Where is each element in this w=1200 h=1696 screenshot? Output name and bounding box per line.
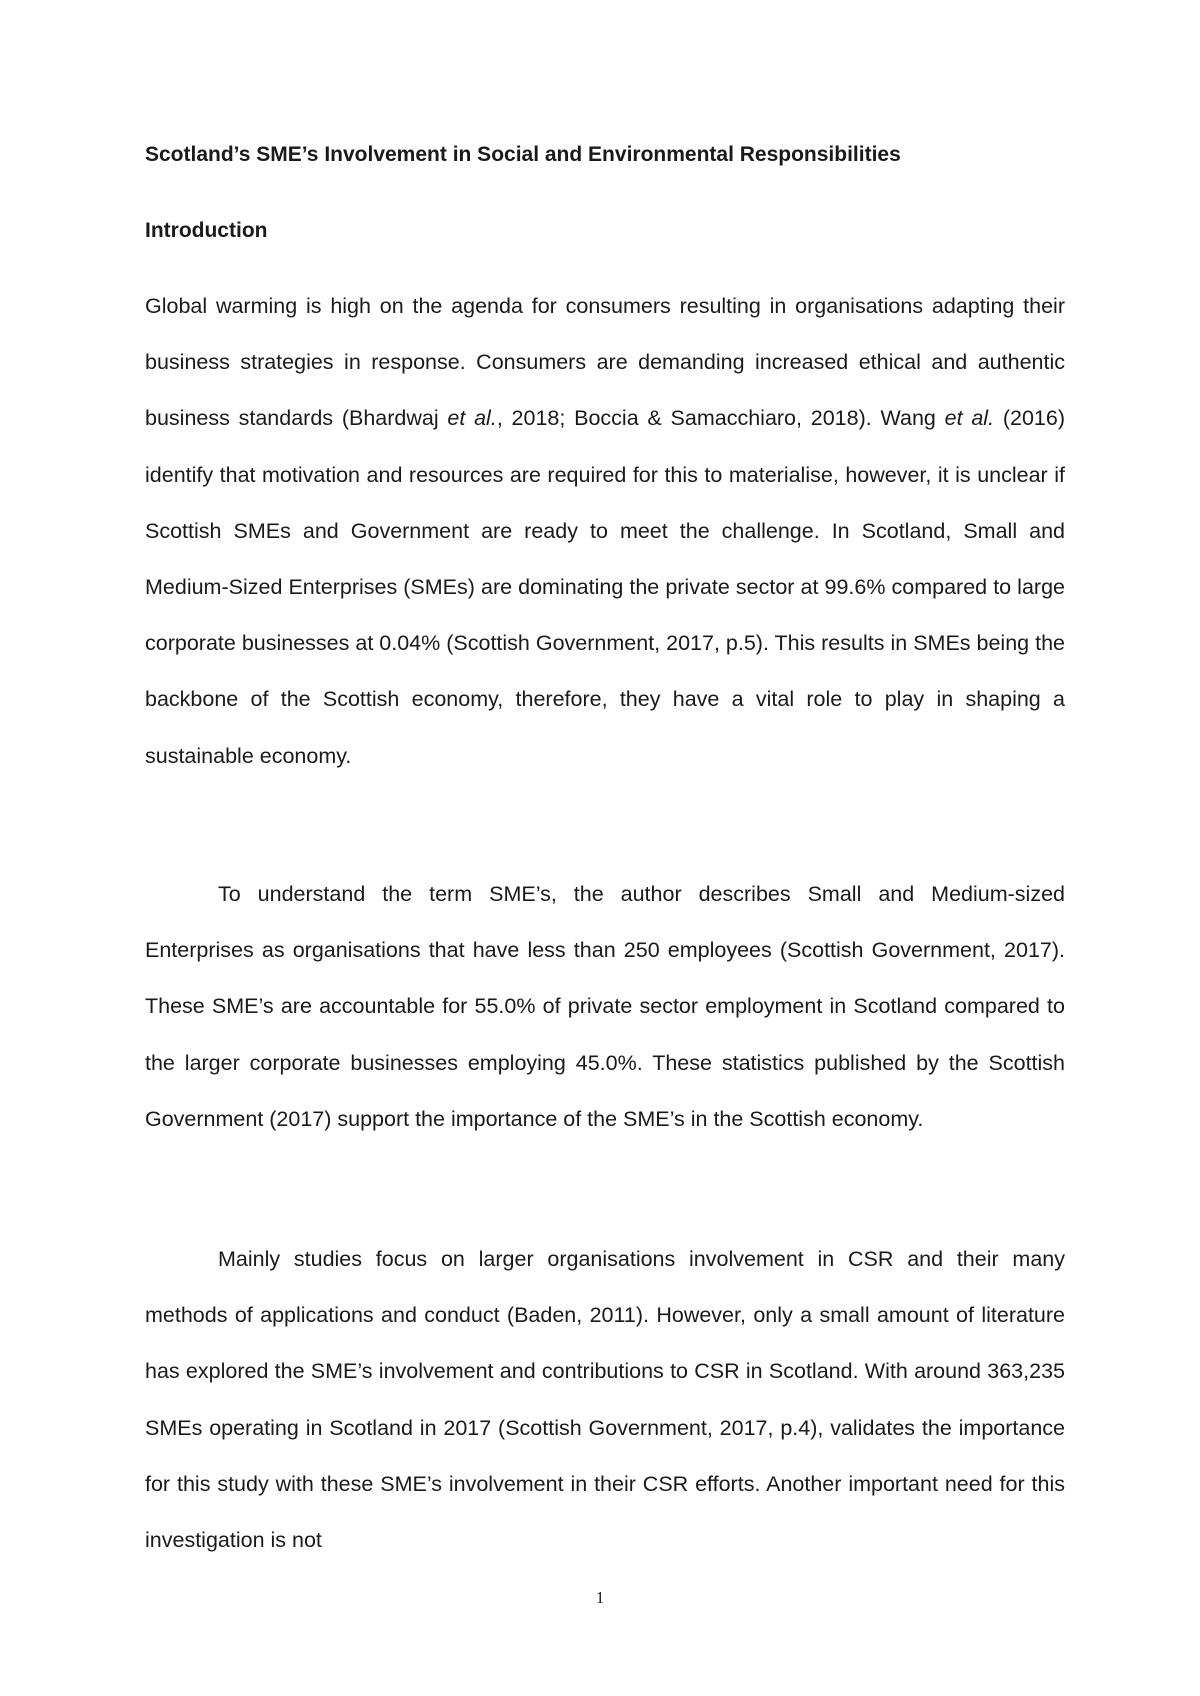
citation-italic: et al.: [944, 406, 995, 431]
paragraph-text: , 2018; Boccia & Samacchiaro, 2018). Wang: [496, 406, 945, 431]
paragraph-text: To understand the term SME’s, the author describes Small and Medium-sized Enterprises as organisations that have less than 250 employees (Scottish Government, 2017). These SME’s are accountable for 55.0% of private sector employment in Scotland compared to the larger corporate businesses employing 45.0%. These statistics published by the Scottish Government (2017) support the importance of the SME’s in the Scottish economy.: [145, 882, 1065, 1131]
citation-italic: et al.: [447, 406, 497, 431]
page-number: 1: [595, 1588, 605, 1607]
paragraph-text: Global warming is high on the agenda for consumers resulting in organisations adapting their business strategies in response. Consumers are demanding increased ethical and authentic business standards (Bhardwaj: [145, 294, 1065, 431]
paragraph-text: (2016) identify that motivation and resources are required for this to materialise, however, it is unclear if Scottish SMEs and Government are ready to meet the challenge. In Scotland, Small and Medium-Sized Enterprises (SMEs) are dominating the private sector at 99.6% compared to large corporate businesses at 0.04% (Scottish Government, 2017, p.5). This results in SMEs being the backbone of the Scottish economy, therefore, they have a vital role to play in shaping a sustainable economy.: [145, 406, 1065, 768]
paragraph-2: [145, 866, 1065, 1147]
section-heading: Introduction: [145, 219, 268, 242]
paragraph-text: Mainly studies focus on larger organisations involvement in CSR and their many methods of applications and conduct (Baden, 2011). However, only a small amount of literature has explored the SME’s involvement and contributions to CSR in Scotland. With around 363,235 SMEs operating in Scotland in 2017 (Scottish Government, 2017, p.4), validates the importance for this study with these SME’s involvement in their CSR efforts. Another important need for this investigation is not: [145, 1247, 1065, 1553]
paragraph-1: [145, 278, 1065, 784]
paragraph-3: [145, 1231, 1065, 1568]
document-title: Scotland’s SME’s Involvement in Social and Environmental Responsibilities: [145, 143, 901, 166]
